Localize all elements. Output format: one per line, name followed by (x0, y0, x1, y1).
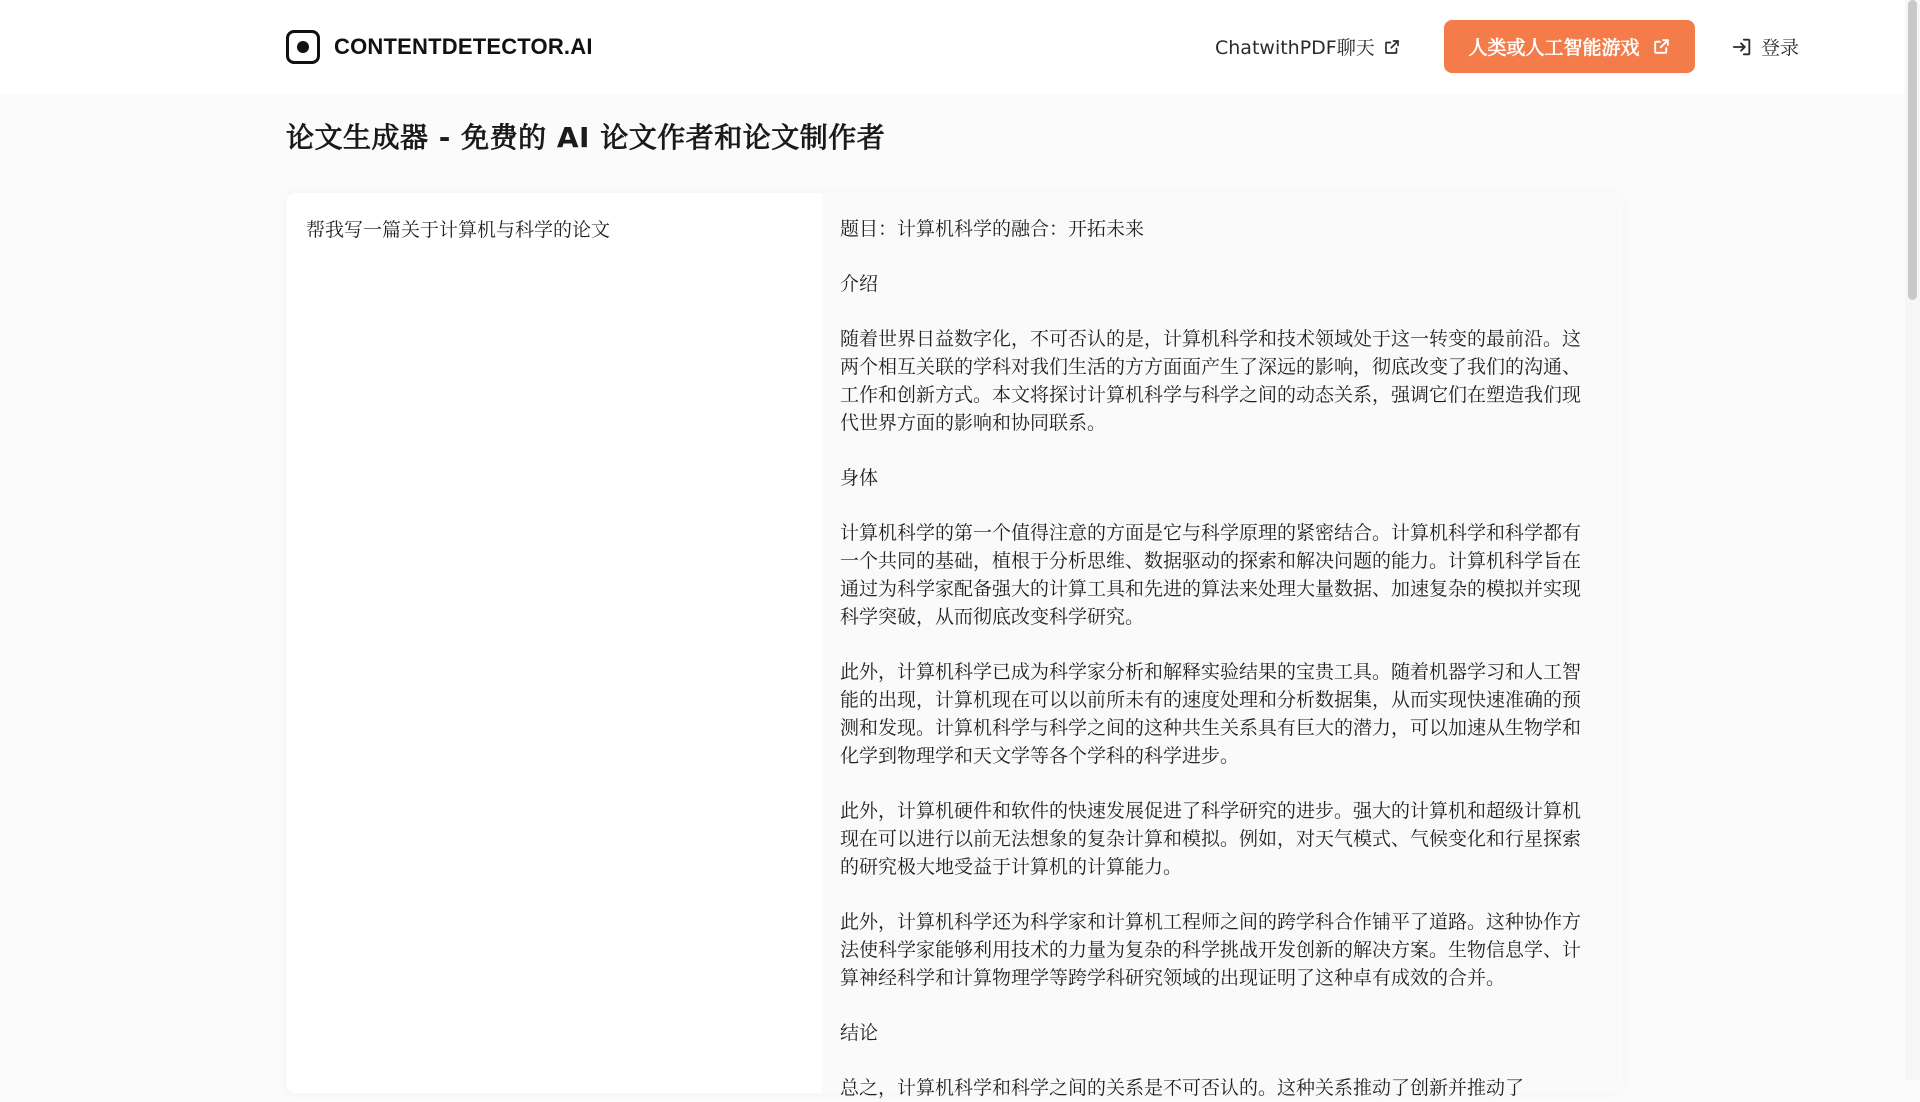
essay-generator-panel (286, 193, 1623, 1099)
scrollbar-thumb[interactable] (1908, 0, 1917, 300)
brand-logo-link[interactable] (286, 30, 593, 64)
essay-body-paragraph-3: 此外，计算机硬件和软件的快速发展促进了科学研究的进步。强大的计算机和超级计算机现在可以进行以前无法想象的复杂计算和模拟。例如，对天气模式、气候变化和行星探索的研究极大地受益于计算机的计算能力。 (840, 800, 1582, 878)
logo-icon (286, 30, 320, 64)
human-or-ai-game-label: 人类或人工智能游戏 (1468, 38, 1640, 59)
essay-body-paragraph-2: 此外，计算机科学已成为科学家分析和解释实验结果的宝贵工具。随着机器学习和人工智能的出现，计算机现在可以以前所未有的速度处理和分析数据集，从而实现快速准确的预测和发现。计算机科学与科学之间的这种共生关系具有巨大的潜力，可以加速从生物学和化学到物理学和天文学等各个学科的科学进步。 (840, 661, 1582, 767)
external-link-icon (1652, 37, 1671, 56)
generated-essay-output (822, 193, 1623, 1099)
page-title: 论文生成器 - 免费的 AI 论文作者和论文制作者 (286, 121, 886, 154)
essay-body-paragraph-4: 此外，计算机科学还为科学家和计算机工程师之间的跨学科合作铺平了道路。这种协作方法使科学家能够利用技术的力量为复杂的科学挑战开发创新的解决方案。生物信息学、计算神经科学和计算物理学等跨学科研究领域的出现证明了这种卓有成效的合并。 (840, 911, 1582, 989)
login-link[interactable] (1731, 33, 1799, 60)
login-label: 登录 (1761, 37, 1800, 59)
brand-name: CONTENTDETECTOR.AI (334, 34, 593, 59)
essay-conclusion-paragraph: 总之，计算机科学和科学之间的关系是不可否认的。这种关系推动了创新并推动了 (840, 1077, 1525, 1099)
essay-intro-paragraph: 随着世界日益数字化，不可否认的是，计算机科学和技术领域处于这一转变的最前沿。这两个相互关联的学科对我们生活的方方面面产生了深远的影响，彻底改变了我们的沟通、工作和创新方式。本文将探讨计算机科学与科学之间的动态关系，强调它们在塑造我们现代世界方面的影响和协同联系。 (840, 328, 1582, 434)
chatwithpdf-link-label: ChatwithPDF聊天 (1215, 37, 1375, 59)
page-scrollbar[interactable] (1905, 0, 1920, 1080)
login-icon (1731, 36, 1753, 58)
essay-body-heading: 身体 (840, 467, 879, 489)
external-link-icon (1383, 38, 1401, 56)
prompt-text: 帮我写一篇关于计算机与科学的论文 (306, 219, 611, 241)
human-or-ai-game-button[interactable] (1444, 20, 1695, 73)
essay-conclusion-heading: 结论 (840, 1022, 879, 1044)
prompt-input-area[interactable] (286, 193, 822, 1093)
chatwithpdf-link[interactable] (1215, 33, 1401, 60)
top-navbar (0, 0, 1905, 94)
essay-intro-heading: 介绍 (840, 273, 879, 295)
essay-body-paragraph-1: 计算机科学的第一个值得注意的方面是它与科学原理的紧密结合。计算机科学和科学都有一个共同的基础，植根于分析思维、数据驱动的探索和解决问题的能力。计算机科学旨在通过为科学家配备强大的计算工具和先进的算法来处理大量数据、加速复杂的模拟并实现科学突破，从而彻底改变科学研究。 (840, 522, 1582, 628)
essay-title: 题目：计算机科学的融合：开拓未来 (840, 218, 1145, 240)
